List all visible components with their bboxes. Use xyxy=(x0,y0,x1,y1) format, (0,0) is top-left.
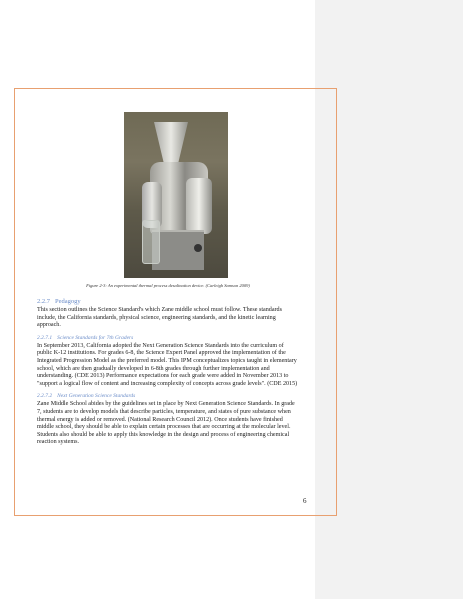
page-number: 6 xyxy=(303,497,307,505)
page-content xyxy=(37,112,299,447)
subsection-title: Next Generation Science Standards xyxy=(57,393,136,400)
section-intro-paragraph: This section outlines the Science Standard's which Zane middle school must follow. These standards include, the California standards, physical science, engineering standards, and the kinetic learning approach. xyxy=(37,307,282,329)
subsection-number: 2.2.7.1 xyxy=(37,334,53,341)
subsection-heading xyxy=(37,335,299,341)
comment-margin-pane xyxy=(315,0,463,599)
subsection-number: 2.2.7.2 xyxy=(37,393,53,400)
subsection-title: Science Standards for 7th Graders xyxy=(57,334,134,341)
section-number: 2.2.7 xyxy=(37,298,50,305)
subsection-paragraph: In September 2013, California adopted the Next Generation Science Standards into the curriculum of public K-12 institutions. For grades 6-8, the Science Expert Panel approved the implementation of the Integrated Progression Model as the preferred model. This IPM conceptualizes topics taught in elementary school, which are then gradually developed in 6-8th grades through further implementation and understanding. (CDE 2013) Performance expectations for each grade were added in November 2013 to "support a logical flow of content and increasing complexity of concepts across grade levels". (CDE 2015) xyxy=(37,342,298,387)
subsection-paragraph: Zane Middle School abides by the guidelines set in place by Next Generation Science Standards. In grade 7, students are to develop models that describe particles, temperature, and states of pure substance when thermal energy is added or removed. (National Research Council 2012). Once students have finished middle school, they should be able to explain certain processes that are occurring at the molecular level. Students also should be able to apply this knowledge in the design and process of engineering chemical reaction systems. xyxy=(37,401,295,446)
figure-caption: Figure 2-3: An experimental thermal process desalination device. (Carleigh Samson 2009) xyxy=(86,283,250,288)
subsection-heading xyxy=(37,393,299,399)
section-title: Pedagogy xyxy=(55,298,81,305)
desalination-device-photo xyxy=(124,112,228,278)
section-heading xyxy=(37,298,299,305)
